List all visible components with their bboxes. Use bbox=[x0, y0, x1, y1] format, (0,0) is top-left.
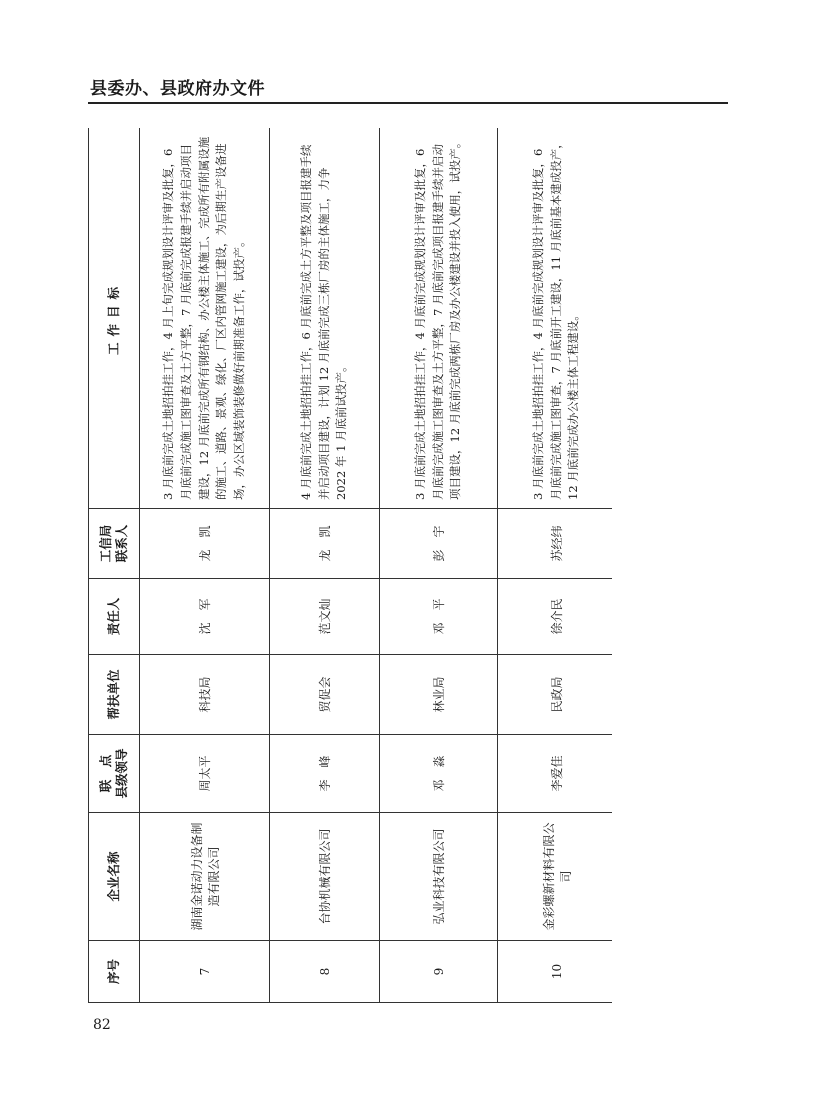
rotated-table-container bbox=[88, 128, 612, 1003]
cell-unit: 贸促会 bbox=[270, 655, 380, 735]
col-header-leader: 联 点 县级领导 bbox=[89, 735, 140, 813]
cell-company: 台协机械有限公司 bbox=[270, 813, 380, 941]
cell-leader: 李 峰 bbox=[270, 735, 380, 813]
page-number: 82 bbox=[93, 1017, 111, 1033]
table-row bbox=[140, 128, 270, 1003]
cell-owner: 徐介民 bbox=[498, 579, 613, 655]
cell-unit: 民政局 bbox=[498, 655, 613, 735]
cell-company: 弘业科技有限公司 bbox=[380, 813, 498, 941]
col-header-unit: 帮扶单位 bbox=[89, 655, 140, 735]
cell-goal: 3 月底前完成土地招拍挂工作，4 月底前完成规划设计评审及批复，6 月底前完成施工图审查，7 月底前开工建设，11 月底前基本建成投产，12 月底前完成办公楼主体工程建设。 bbox=[498, 128, 613, 509]
cell-unit: 林业局 bbox=[380, 655, 498, 735]
table-row bbox=[270, 128, 380, 1003]
cell-seq: 9 bbox=[380, 941, 498, 1003]
cell-goal: 3 月底前完成土地招拍挂工作，4 月上旬完成规划设计评审及批复，6 月底前完成施工图审查及土方平整，7 月底前完成报建手续并启动项目建设，12 月底前完成所有钢结构、办公楼主体施工、完成所有附属设施的施工、道路、景观、绿化、厂区内管网施工建设，为后期生产设备进场，办公区域装饰装修做好前期准备工作，试投产。 bbox=[140, 128, 270, 509]
cell-seq: 8 bbox=[270, 941, 380, 1003]
cell-seq: 10 bbox=[498, 941, 613, 1003]
table-row bbox=[380, 128, 498, 1003]
col-header-goal: 工作目标 bbox=[89, 128, 140, 509]
document-header-title: 县委办、县政府办文件 bbox=[90, 79, 265, 99]
col-header-company: 企业名称 bbox=[89, 813, 140, 941]
cell-unit: 科技局 bbox=[140, 655, 270, 735]
cell-owner: 邓 平 bbox=[380, 579, 498, 655]
cell-contact: 苏经纬 bbox=[498, 509, 613, 579]
cell-owner: 沈 军 bbox=[140, 579, 270, 655]
cell-contact: 彭 宇 bbox=[380, 509, 498, 579]
col-header-seq: 序号 bbox=[89, 941, 140, 1003]
cell-leader: 周太平 bbox=[140, 735, 270, 813]
cell-company: 金彩螺新材料有限公司 bbox=[498, 813, 613, 941]
col-header-contact: 工信局 联系人 bbox=[89, 509, 140, 579]
col-header-owner: 责任人 bbox=[89, 579, 140, 655]
cell-contact: 龙 凯 bbox=[270, 509, 380, 579]
work-goals-table bbox=[88, 128, 612, 1003]
cell-goal: 4 月底前完成土地招拍挂工作，6 月底前完成土方平整及项目报建手续并启动项目建设，计划 12 月底前完成三栋厂房的主体施工，力争 2022 年 1 月底前试投产。 bbox=[270, 128, 380, 509]
cell-leader: 李爱佳 bbox=[498, 735, 613, 813]
cell-goal: 3 月底前完成土地招拍挂工作，4 月底前完成规划设计评审及批复，6 月底前完成施工图审查及土方平整，7 月底前完成项目报建手续并启动项目建设，12 月底前完成两栋厂房及办公楼建设并投入使用，试投产。 bbox=[380, 128, 498, 509]
table-header-row bbox=[89, 128, 140, 1003]
cell-seq: 7 bbox=[140, 941, 270, 1003]
cell-owner: 范文灿 bbox=[270, 579, 380, 655]
table-row bbox=[498, 128, 613, 1003]
cell-company: 湖南金诺动力设备制造有限公司 bbox=[140, 813, 270, 941]
cell-leader: 邓 淼 bbox=[380, 735, 498, 813]
cell-contact: 龙 凯 bbox=[140, 509, 270, 579]
header-rule bbox=[88, 102, 728, 104]
